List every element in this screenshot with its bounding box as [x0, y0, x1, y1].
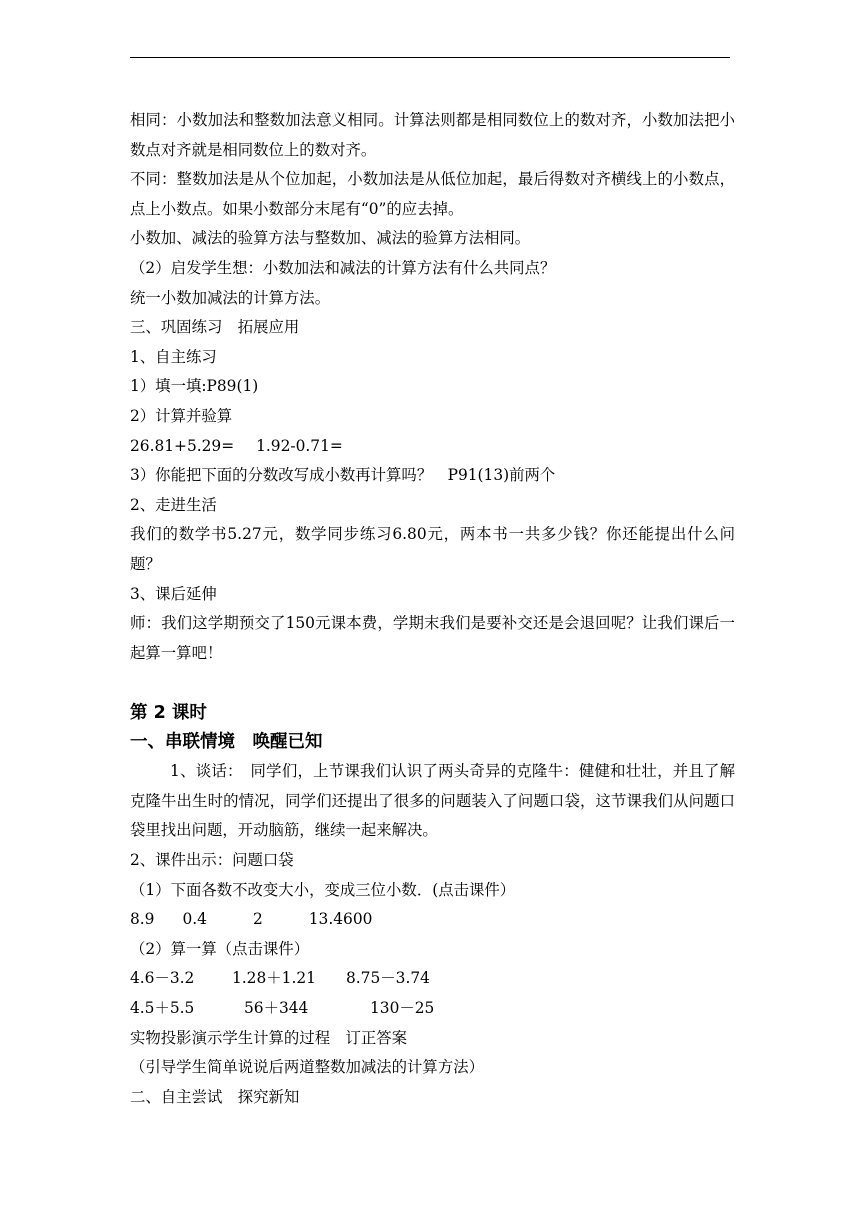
- paragraph-same: 相同：小数加法和整数加法意义相同。计算法则都是相同数位上的数对齐，小数加法把小数点对齐就是相同数位上的数对齐。: [130, 111, 735, 159]
- number: 2: [252, 910, 263, 929]
- expression: 130－25: [370, 999, 435, 1018]
- exercise2-text: 我们的数学书5.27元，数学同步练习6.80元，两本书一共多少钱？你还能提出什么问题？: [130, 525, 735, 573]
- paragraph-talk: 1、谈话： 同学们，上节课我们认识了两头奇异的克隆牛：健健和壮壮，并且了解克隆牛出生时的情况，同学们还提出了很多的问题装入了问题口袋，这节课我们从问题口袋里找出问题，开动脑筋，继续一起来解决。: [130, 762, 735, 840]
- calc-a: 26.81+5.29=: [130, 436, 235, 455]
- paragraph-different: 不同：整数加法是从个位加起，小数加法是从低位加起，最后得数对齐横线上的小数点，点上小数点。如果小数部分末尾有“0”的应去掉。: [130, 170, 735, 218]
- part3-title: 三、巩固练习 拓展应用: [130, 318, 300, 337]
- part1-title: 一、串联情境 唤醒已知: [130, 732, 323, 753]
- exercise1-title: 1、自主练习: [130, 347, 217, 366]
- document-body: [130, 106, 735, 1112]
- header-rule: [130, 57, 730, 58]
- exercise1-item2: 2）计算并验算: [130, 406, 233, 425]
- number: 0.4: [182, 910, 207, 929]
- exercise1-item1: 1）填一填:P89(1): [130, 377, 259, 396]
- question-2: （2）算一算（点击课件）: [130, 939, 310, 958]
- question-1: （1）下面各数不改变大小，变成三位小数．(点击课件）: [130, 880, 516, 899]
- calc-line: [130, 432, 735, 462]
- calc-row-1: [130, 964, 735, 994]
- expression: 56＋344: [244, 999, 309, 1018]
- expression: 4.6－3.2: [130, 969, 195, 988]
- exercise2-title: 2、走进生活: [130, 495, 217, 514]
- paragraph-inspire: （2）启发学生想：小数加法和减法的计算方法有什么共同点？: [130, 258, 556, 277]
- paragraph-projection: 实物投影演示学生计算的过程 订正答案: [130, 1028, 408, 1047]
- paragraph-guide: （引导学生简单说说后两道整数加减法的计算方法）: [130, 1058, 484, 1077]
- calc-b: 1.92-0.71=: [256, 436, 343, 455]
- exercise3-title: 3、课后延伸: [130, 584, 217, 603]
- expression: 8.75－3.74: [346, 969, 430, 988]
- number: 13.4600: [308, 910, 373, 929]
- numbers-line: [130, 905, 735, 935]
- exercise3-text: 师：我们这学期预交了150元课本费，学期末我们是要补交还是会退回呢？让我们课后一起算一算吧！: [130, 614, 735, 662]
- part2-title: 二、自主尝试 探究新知: [130, 1087, 300, 1106]
- paragraph-unify: 统一小数加减法的计算方法。: [130, 288, 331, 307]
- expression: 1.28＋1.21: [232, 969, 316, 988]
- exercise1-item3: 3）你能把下面的分数改写成小数再计算吗？ P91(13)前两个: [130, 466, 556, 485]
- calc-row-2: [130, 994, 735, 1024]
- lesson-title: 第 2 课时: [130, 703, 207, 724]
- number: 8.9: [130, 910, 155, 929]
- paragraph-check: 小数加、减法的验算方法与整数加、减法的验算方法相同。: [130, 229, 531, 248]
- expression: 4.5＋5.5: [130, 999, 195, 1018]
- paragraph-courseware: 2、课件出示：问题口袋: [130, 851, 294, 870]
